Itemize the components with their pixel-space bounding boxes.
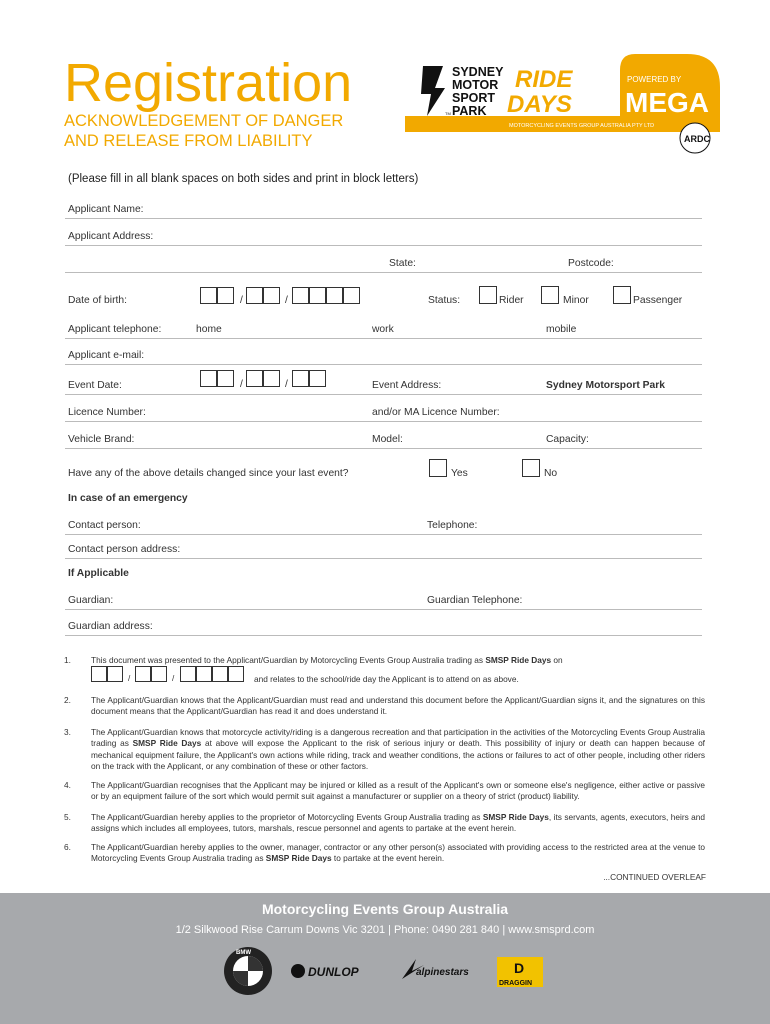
page-subtitle — [64, 111, 343, 151]
contact-telephone-label: Telephone: — [427, 520, 478, 531]
footer-title: Motorcycling Events Group Australia — [261, 901, 509, 917]
clause-1: This document was presented to the Applicant/Guardian by Motorcycling Events Group Australia trading as SMSP Ride Days on — [91, 655, 563, 665]
event-date-box[interactable] — [263, 370, 280, 387]
event-date-slash: / — [240, 379, 243, 390]
minor-checkbox[interactable] — [541, 286, 559, 304]
clause-date-box[interactable] — [228, 666, 244, 682]
footer-address: 1/2 Silkwood Rise Carrum Downs Vic 3201 | Phone: 0490 281 840 | www.smsprd.com — [175, 924, 595, 936]
subtitle-line-2: AND RELEASE FROM LIABILITY — [64, 132, 313, 150]
lightning-icon — [421, 66, 445, 116]
email-label: Applicant e-mail: — [68, 350, 145, 361]
yes-checkbox[interactable] — [429, 459, 447, 477]
dob-box[interactable] — [309, 287, 326, 304]
clause-5: The Applicant/Guardian hereby applies to the proprietor of Motorcycling Events Group Australia trading as SMSP Ride Days, its servants, agents, executors, heirs and assigns which includes all employees, tutors, marshals, rescue personnel and agents to partake at the event herein. — [91, 812, 705, 834]
bmw-text: BMW — [236, 950, 251, 956]
no-label: No — [544, 468, 558, 479]
clause-date-box[interactable] — [180, 666, 196, 682]
logo-days: DAYS — [507, 91, 572, 118]
contact-person-field[interactable] — [65, 534, 702, 535]
dob-box[interactable] — [246, 287, 263, 304]
state-postcode-field[interactable] — [65, 272, 702, 273]
event-row-line — [65, 394, 702, 395]
work-label: work — [372, 324, 394, 335]
alpinestars-text: alpinestars — [416, 967, 469, 978]
clause-number: 4. — [64, 780, 71, 790]
contact-person-label: Contact person: — [68, 520, 141, 531]
logo-mega: MEGA — [625, 87, 709, 118]
dob-box[interactable] — [343, 287, 360, 304]
event-address-label: Event Address: — [372, 380, 442, 391]
event-date-box[interactable] — [309, 370, 326, 387]
dob-box[interactable] — [326, 287, 343, 304]
emergency-heading: In case of an emergency — [68, 493, 188, 504]
vehicle-brand-label: Vehicle Brand: — [68, 434, 135, 445]
clause-date-box[interactable] — [151, 666, 167, 682]
vehicle-field[interactable] — [65, 448, 702, 449]
applicant-name-field[interactable] — [65, 218, 702, 219]
contact-address-label: Contact person address: — [68, 544, 181, 555]
telephone-field[interactable] — [65, 338, 702, 339]
postcode-label: Postcode: — [568, 258, 614, 269]
home-label: home — [196, 324, 222, 335]
model-label: Model: — [372, 434, 403, 445]
draggin-logo-icon — [497, 957, 543, 987]
clause-number: 3. — [64, 727, 71, 737]
passenger-checkbox[interactable] — [613, 286, 631, 304]
clause-number: 1. — [64, 655, 71, 665]
status-label: Status: — [428, 295, 461, 306]
page-title: Registration — [64, 53, 353, 113]
dob-slash: / — [285, 295, 288, 306]
clause-date-slash: / — [128, 673, 131, 683]
clause-date-box[interactable] — [196, 666, 212, 682]
ma-licence-label: and/or MA Licence Number: — [372, 407, 500, 418]
guardian-telephone-label: Guardian Telephone: — [427, 595, 523, 606]
bmw-logo-icon — [224, 947, 272, 995]
clause-number: 5. — [64, 812, 71, 822]
event-address-value: Sydney Motorsport Park — [546, 380, 666, 391]
logo-motor: MOTOR — [452, 78, 499, 92]
licence-label: Licence Number: — [68, 407, 146, 418]
sponsor-logos — [220, 945, 550, 997]
clause-1-cont: and relates to the school/ride day the Applicant is to attend on as above. — [254, 674, 519, 684]
clause-2: The Applicant/Guardian knows that the Applicant/Guardian must read and understand this document before the Applicant/Guardian signs it, and the signatures on this document means that the Applicant/Guardian has read it and does understand it. — [91, 695, 705, 717]
clause-number: 6. — [64, 842, 71, 852]
svg-text:D: D — [514, 960, 525, 976]
clause-date-box[interactable] — [135, 666, 151, 682]
mobile-label: mobile — [546, 324, 577, 335]
applicable-heading: If Applicable — [68, 568, 129, 579]
dob-slash: / — [240, 295, 243, 306]
guardian-address-label: Guardian address: — [68, 621, 153, 632]
clause-3: The Applicant/Guardian knows that motorcycle activity/riding is a dangerous recreation and that participation in the activities of the Motorcycling Events Group Australia trading as SMSP Ride Days at above will expose the Applicant to the risk of serious injury or death. This possibility of injury or death can happen because of mechanical equipment failure, the Applicant's own actions while riding, track and weather conditions, the actions or failures to act of other people, including other riders on the track with the Applicant, or any combination of these or other factors. — [91, 727, 705, 772]
ride-days-logo — [405, 52, 720, 156]
clause-6: The Applicant/Guardian hereby applies to the owner, manager, contractor or any other person(s) associated with providing access to the restricted area at the venue to Motorcycling Events Group Australia trading as SMSP Ride Days to partake at the event herein. — [91, 842, 705, 864]
guardian-address-field[interactable] — [65, 635, 702, 636]
contact-address-field[interactable] — [65, 558, 702, 559]
email-field[interactable] — [65, 364, 702, 365]
no-checkbox[interactable] — [522, 459, 540, 477]
draggin-text: DRAGGIN — [499, 980, 533, 987]
minor-label: Minor — [563, 295, 589, 306]
passenger-label: Passenger — [633, 295, 683, 306]
instructions: (Please fill in all blank spaces on both sides and print in block letters) — [68, 173, 419, 185]
continued-overleaf: ...CONTINUED OVERLEAF — [603, 872, 706, 882]
clause-number: 2. — [64, 695, 71, 705]
clause-date-slash: / — [172, 673, 175, 683]
logo-ride: RIDE — [515, 66, 573, 93]
dob-box[interactable] — [200, 287, 217, 304]
applicant-address-label: Applicant Address: — [68, 231, 154, 242]
logo-powered-by: POWERED BY — [627, 75, 682, 84]
event-date-box[interactable] — [292, 370, 309, 387]
alpinestars-logo-icon — [402, 959, 469, 979]
dunlop-text: DUNLOP — [308, 965, 359, 979]
rider-label: Rider — [499, 295, 524, 306]
clause-4: The Applicant/Guardian recognises that the Applicant may be injured or killed as a result of the Applicant's own or someone else's negligence, either active or passive or by an equipment failure of the sort which would permit suit against a manufacturer or supplier on a theory of strict (product) liability. — [91, 780, 705, 802]
logo-sport: SPORT — [452, 91, 496, 105]
applicant-address-field[interactable] — [65, 245, 702, 246]
capacity-label: Capacity: — [546, 434, 589, 445]
subtitle-line-1: ACKNOWLEDGEMENT OF DANGER — [64, 112, 344, 130]
logo-ardc: ARDC — [684, 134, 710, 144]
logo-park: PARK — [452, 104, 487, 118]
yes-label: Yes — [451, 468, 468, 479]
changed-question: Have any of the above details changed since your last event? — [68, 468, 349, 479]
logo-megs-sub: MOTORCYCLING EVENTS GROUP AUSTRALIA PTY LTD — [509, 123, 655, 129]
telephone-label: Applicant telephone: — [68, 324, 162, 335]
guardian-label: Guardian: — [68, 595, 114, 606]
dob-box[interactable] — [292, 287, 309, 304]
guardian-field[interactable] — [65, 609, 702, 610]
event-date-box[interactable] — [217, 370, 234, 387]
clause-date-box[interactable] — [212, 666, 228, 682]
logo-sydney: SYDNEY — [452, 65, 504, 79]
dob-box[interactable] — [217, 287, 234, 304]
clause-date-box[interactable] — [107, 666, 123, 682]
clause-date-box[interactable] — [91, 666, 107, 682]
dob-label: Date of birth: — [68, 295, 127, 306]
rider-checkbox[interactable] — [479, 286, 497, 304]
licence-field[interactable] — [65, 421, 702, 422]
dunlop-logo-icon — [291, 964, 360, 979]
state-label: State: — [389, 258, 416, 269]
dob-box[interactable] — [263, 287, 280, 304]
event-date-box[interactable] — [200, 370, 217, 387]
event-date-box[interactable] — [246, 370, 263, 387]
event-date-slash: / — [285, 379, 288, 390]
applicant-name-label: Applicant Name: — [68, 204, 144, 215]
event-date-label: Event Date: — [68, 380, 122, 391]
logo-tm: TM — [445, 111, 451, 116]
